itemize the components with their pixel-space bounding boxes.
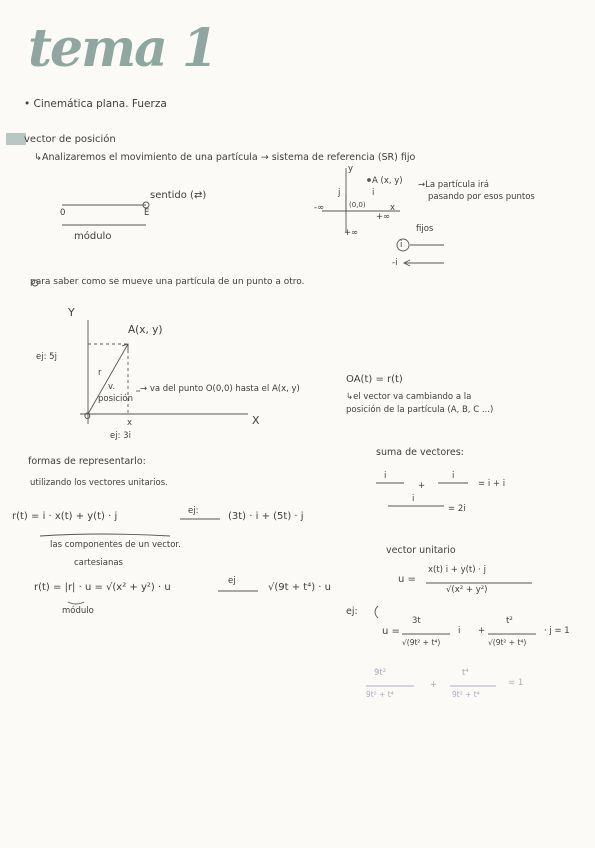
formas-heading: formas de representarlo: bbox=[28, 456, 146, 467]
graph-ej-y: ej: 5j bbox=[36, 352, 57, 362]
suma-result-2: = 2i bbox=[448, 504, 466, 514]
topic-bullet: • Cinemática plana. Fuerza bbox=[24, 98, 167, 110]
ej2-u: u = bbox=[382, 626, 400, 637]
faint-num2: t⁴ bbox=[462, 668, 469, 678]
segment-modulo: módulo bbox=[74, 231, 112, 242]
unitario-denominator: √(x² + y²) bbox=[446, 585, 488, 595]
fixed-label: fijos bbox=[416, 224, 434, 234]
sr-pos-inf: +∞ bbox=[376, 212, 391, 222]
equation-2: r(t) = |r| · u = √(x² + y²) · u bbox=[34, 582, 171, 593]
components-brace bbox=[40, 534, 170, 536]
sr-point-a-dot bbox=[368, 179, 371, 182]
va-del-text: → va del punto O(0,0) hasta el A(x, y) bbox=[140, 384, 300, 394]
sr-note-1: →La partícula irá bbox=[418, 180, 489, 190]
ej2-i: i bbox=[458, 626, 461, 636]
unit-i: i bbox=[400, 240, 403, 250]
equation-1-ej: ej: bbox=[188, 506, 199, 516]
graph-x-axis-label: X bbox=[252, 414, 260, 427]
ej2-plus: + bbox=[478, 626, 486, 636]
para-saber-bullet bbox=[32, 280, 38, 286]
sr-y: y bbox=[348, 164, 354, 174]
suma-title: suma de vectores: bbox=[376, 447, 464, 458]
suma-i-b: i bbox=[452, 471, 455, 481]
oa-equation: OA(t) = r(t) bbox=[346, 374, 403, 385]
para-saber-text: para saber como se mueve una partícula de un punto a otro. bbox=[30, 277, 305, 287]
ej2-tail: · j = 1 bbox=[544, 626, 570, 636]
ej2-label: ej: bbox=[346, 606, 358, 617]
sr-neg-inf: -∞ bbox=[314, 203, 325, 213]
el-vector-2: posición de la partícula (A, B, C ...) bbox=[346, 405, 494, 415]
unitario-title: vector unitario bbox=[386, 545, 456, 556]
graph-origin: O bbox=[84, 412, 91, 422]
unit-i-circle bbox=[397, 239, 409, 251]
graph-posicion: posición bbox=[98, 394, 134, 404]
sr-origin: (0,0) bbox=[349, 201, 366, 209]
graph-position-vector bbox=[88, 344, 128, 414]
suma-result-1: = i + i bbox=[478, 479, 506, 489]
suma-plus: + bbox=[418, 481, 426, 491]
ej2-den2: √(9t² + t⁴) bbox=[488, 638, 527, 647]
faint-eq: = 1 bbox=[508, 678, 524, 688]
equation-1-lhs: r(t) = i · x(t) + y(t) · j bbox=[12, 511, 118, 522]
intro-text: ↳Analizaremos el movimiento de una partícula → sistema de referencia (SR) fijo bbox=[34, 152, 416, 163]
section-heading: vector de posición bbox=[24, 134, 116, 145]
ej2-num2: t² bbox=[506, 616, 513, 626]
segment-zero: 0 bbox=[60, 208, 66, 218]
modulo-label: módulo bbox=[62, 606, 94, 616]
graph-x-tick: x bbox=[127, 418, 133, 428]
unitario-u: u = bbox=[398, 574, 416, 585]
suma-i-a: i bbox=[384, 471, 387, 481]
page-title: tema 1 bbox=[28, 18, 217, 79]
segment-sentido: sentido (⇄) bbox=[150, 190, 207, 201]
faint-den1: 9t² + t⁴ bbox=[366, 690, 394, 699]
graph-r: r bbox=[98, 368, 102, 378]
cartesianas-text: cartesianas bbox=[74, 558, 123, 568]
utilizando-text: utilizando los vectores unitarios. bbox=[30, 478, 168, 488]
sr-x: x bbox=[390, 203, 396, 213]
modulo-brace bbox=[68, 602, 84, 604]
el-vector-1: ↳el vector va cambiando a la bbox=[346, 392, 472, 402]
equation-2-rhs: √(9t + t⁴) · u bbox=[268, 582, 331, 593]
equation-1-rhs: (3t) · i + (5t) · j bbox=[228, 511, 304, 522]
ej2-num1: 3t bbox=[412, 616, 421, 626]
unit-neg-i: -i bbox=[392, 258, 398, 268]
segment-e: E bbox=[144, 208, 150, 218]
ej2-den1: √(9t² + t⁴) bbox=[402, 638, 441, 647]
componentes-text: las componentes de un vector. bbox=[50, 540, 181, 550]
graph-point-a: A(x, y) bbox=[128, 324, 163, 336]
equation-2-ej: ej bbox=[228, 576, 236, 586]
graph-ej-x: ej: 3i bbox=[110, 431, 131, 441]
faint-num1: 9t² bbox=[374, 668, 387, 678]
graph-v: v. bbox=[108, 382, 116, 392]
unitario-numerator: x(t) i + y(t) · j bbox=[428, 565, 487, 575]
ej2-brace bbox=[375, 606, 378, 618]
faint-den2: 9t² + t⁴ bbox=[452, 690, 480, 699]
faint-plus: + bbox=[430, 680, 438, 690]
suma-i-c: i bbox=[412, 494, 415, 504]
sr-point-a: A (x, y) bbox=[372, 176, 403, 186]
sr-note-2: pasando por esos puntos bbox=[428, 192, 535, 202]
graph-y-axis-label: Y bbox=[68, 306, 75, 319]
sr-i: i bbox=[372, 188, 375, 198]
sr-j: j bbox=[338, 188, 341, 198]
sr-bottom-inf: +∞ bbox=[344, 228, 359, 238]
